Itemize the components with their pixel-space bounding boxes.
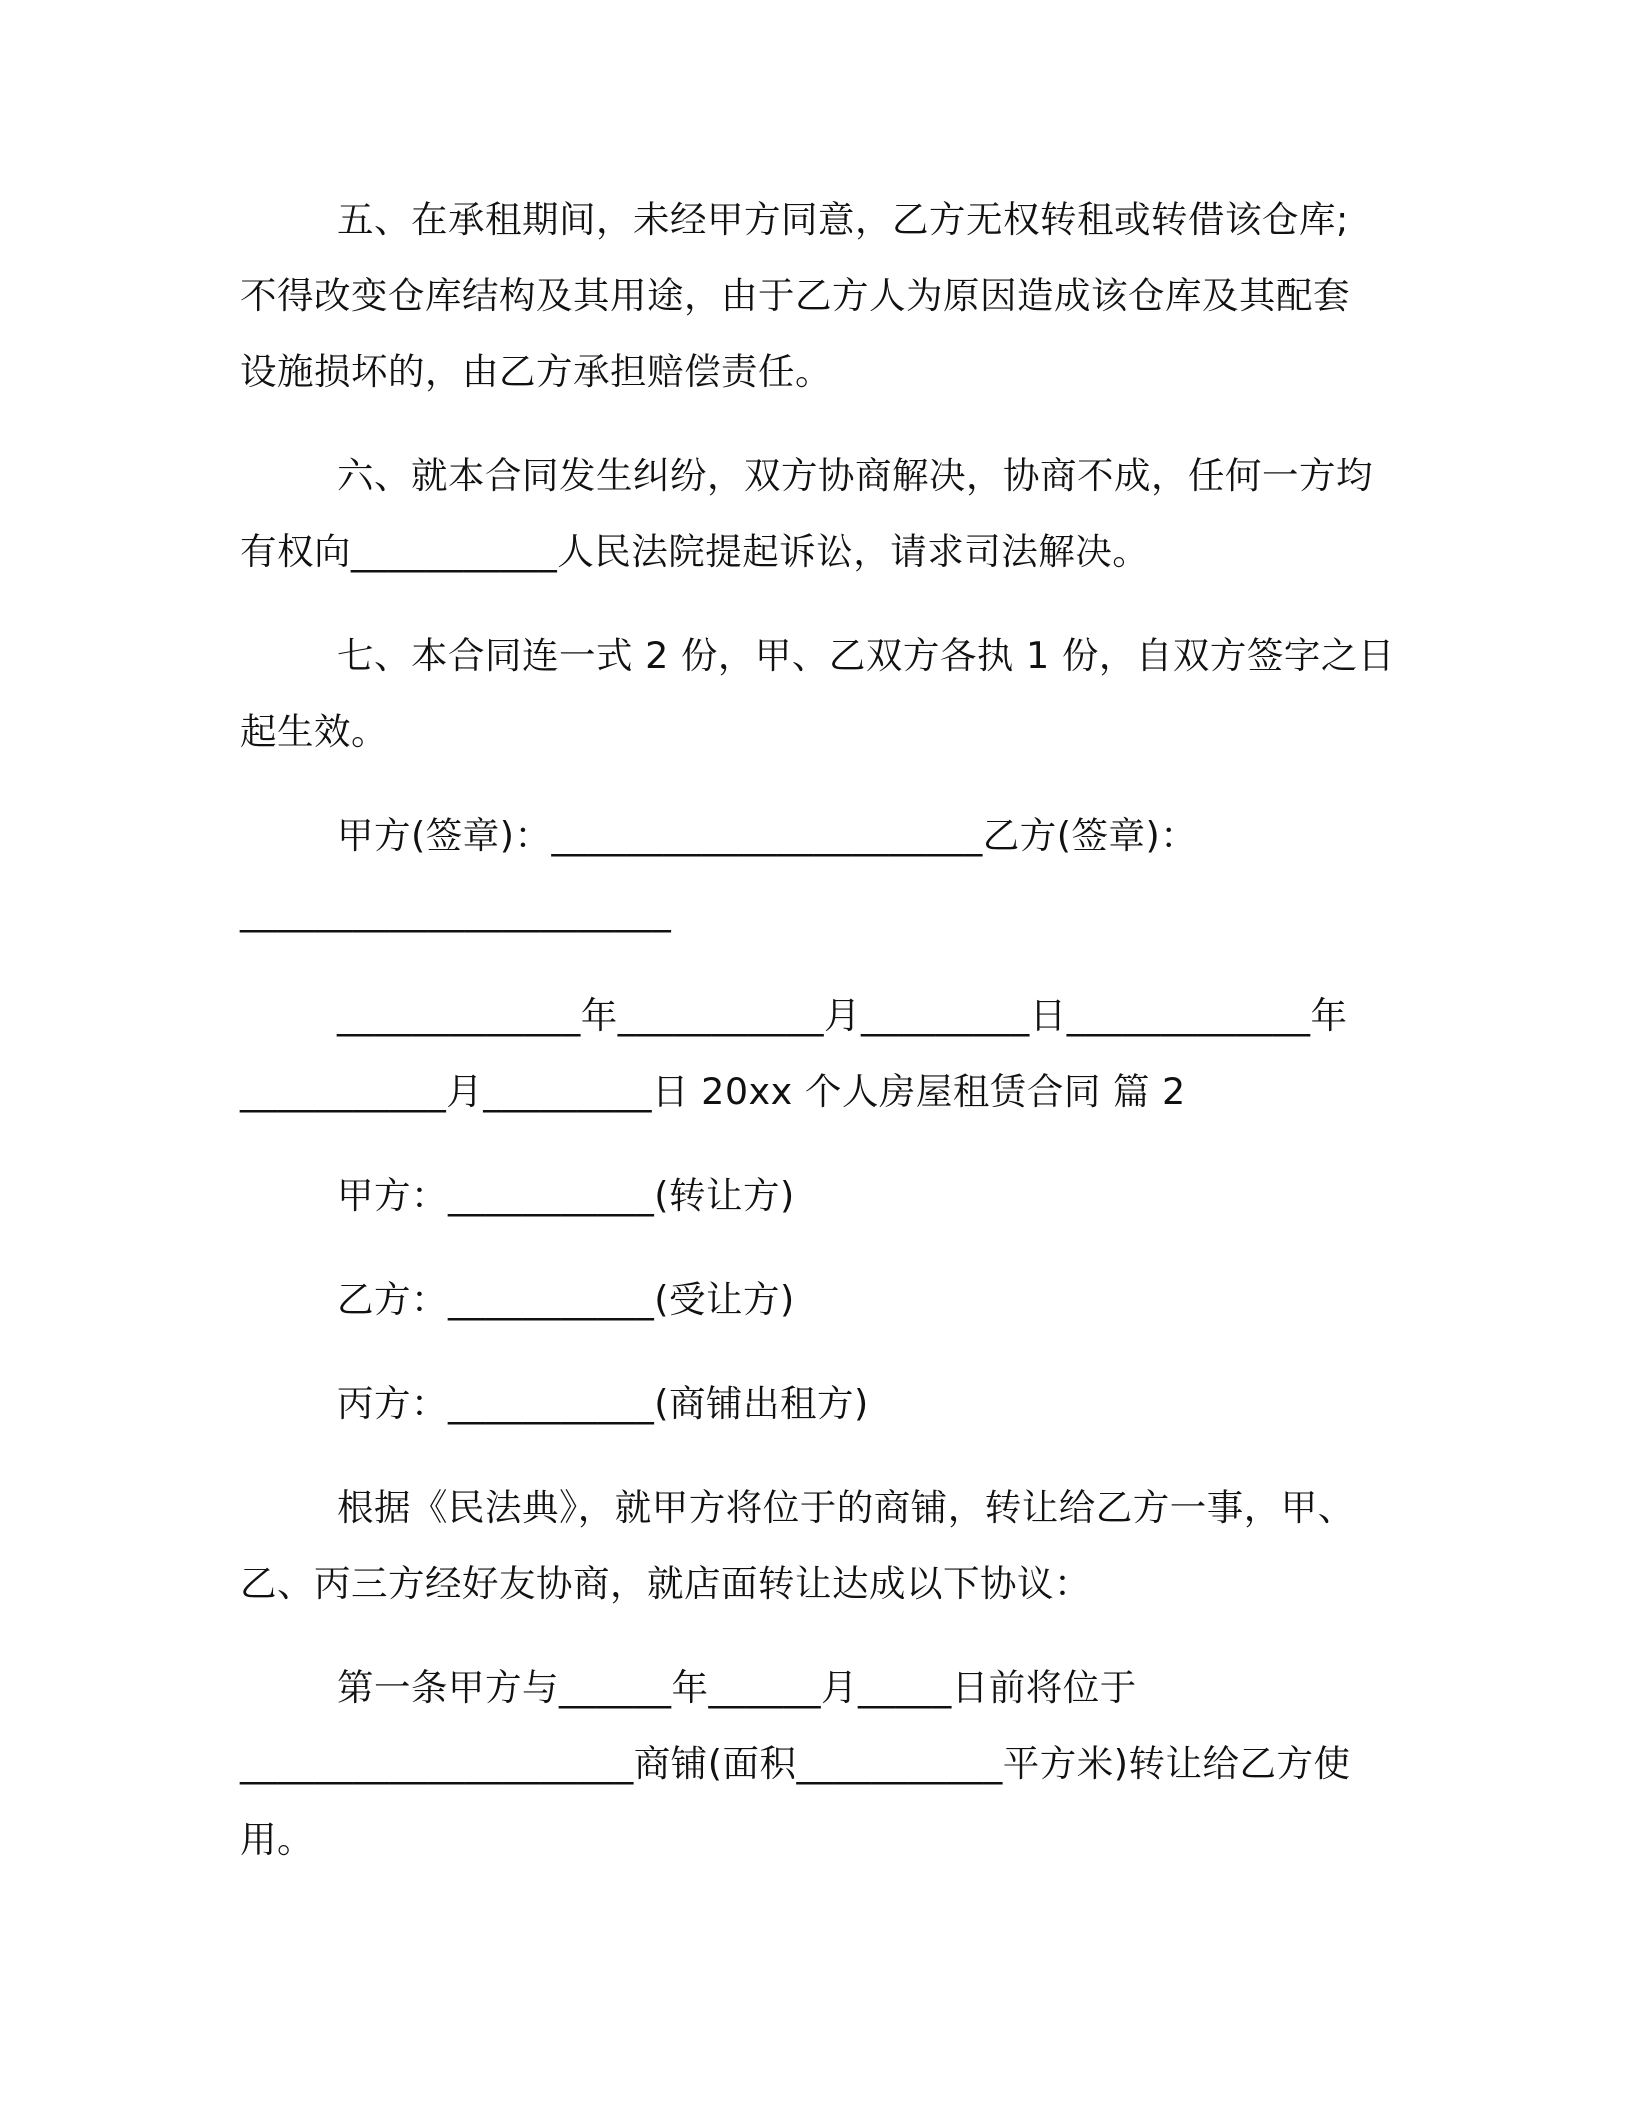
basis-line-1: 根据《民法典》，就甲方将位于的商铺，转让给乙方一事，甲、: [337, 1486, 1355, 1529]
party-b-line: 乙方：___________(受让方): [337, 1278, 795, 1321]
date-line-1: _____________年___________月_________日_____________年: [337, 994, 1348, 1037]
clause-7-line-2: 起生效。: [240, 710, 388, 753]
clause-6-line-2: 有权向___________人民法院提起诉讼，请求司法解决。: [240, 530, 1150, 573]
clause-7-line-1: 七、本合同连一式 2 份，甲、乙双方各执 1 份，自双方签字之日: [337, 634, 1395, 677]
party-b-block: [240, 1262, 1382, 1338]
basis-paragraph: [240, 1470, 1382, 1622]
date-line-2: ___________月_________日 20xx 个人房屋租赁合同 篇 2: [240, 1070, 1186, 1113]
clause-5-line-1: 五、在承租期间，未经甲方同意，乙方无权转租或转借该仓库;: [337, 198, 1349, 241]
clause-5-line-3: 设施损坏的，由乙方承担赔偿责任。: [240, 350, 832, 393]
party-c-block: [240, 1366, 1382, 1442]
party-a-line: 甲方：___________(转让方): [337, 1174, 795, 1217]
clause-7: [240, 618, 1395, 770]
signature-line-2: _______________________: [240, 890, 672, 933]
basis-line-2: 乙、丙三方经好友协商，就店面转让达成以下协议：: [240, 1562, 1091, 1605]
date-block: [240, 978, 1382, 1130]
clause-5: [240, 182, 1382, 410]
party-a-block: [240, 1158, 1382, 1234]
signature-line-1: 甲方(签章)：_______________________乙方(签章)：: [337, 814, 1198, 857]
signature-block: [240, 798, 1382, 950]
document-body: [240, 182, 1395, 1878]
article-1-line-1: 第一条甲方与______年______月_____日前将位于: [337, 1666, 1137, 1709]
party-c-line: 丙方：___________(商铺出租方): [337, 1382, 869, 1425]
article-1-line-2: _____________________商铺(面积___________平方米)转让给乙方使: [240, 1742, 1351, 1785]
clause-6: [240, 438, 1382, 590]
clause-6-line-1: 六、就本合同发生纠纷，双方协商解决，协商不成，任何一方均: [337, 454, 1373, 497]
article-1: [240, 1650, 1382, 1878]
clause-5-line-2: 不得改变仓库结构及其用途，由于乙方人为原因造成该仓库及其配套: [240, 274, 1350, 317]
article-1-line-3: 用。: [240, 1818, 314, 1861]
